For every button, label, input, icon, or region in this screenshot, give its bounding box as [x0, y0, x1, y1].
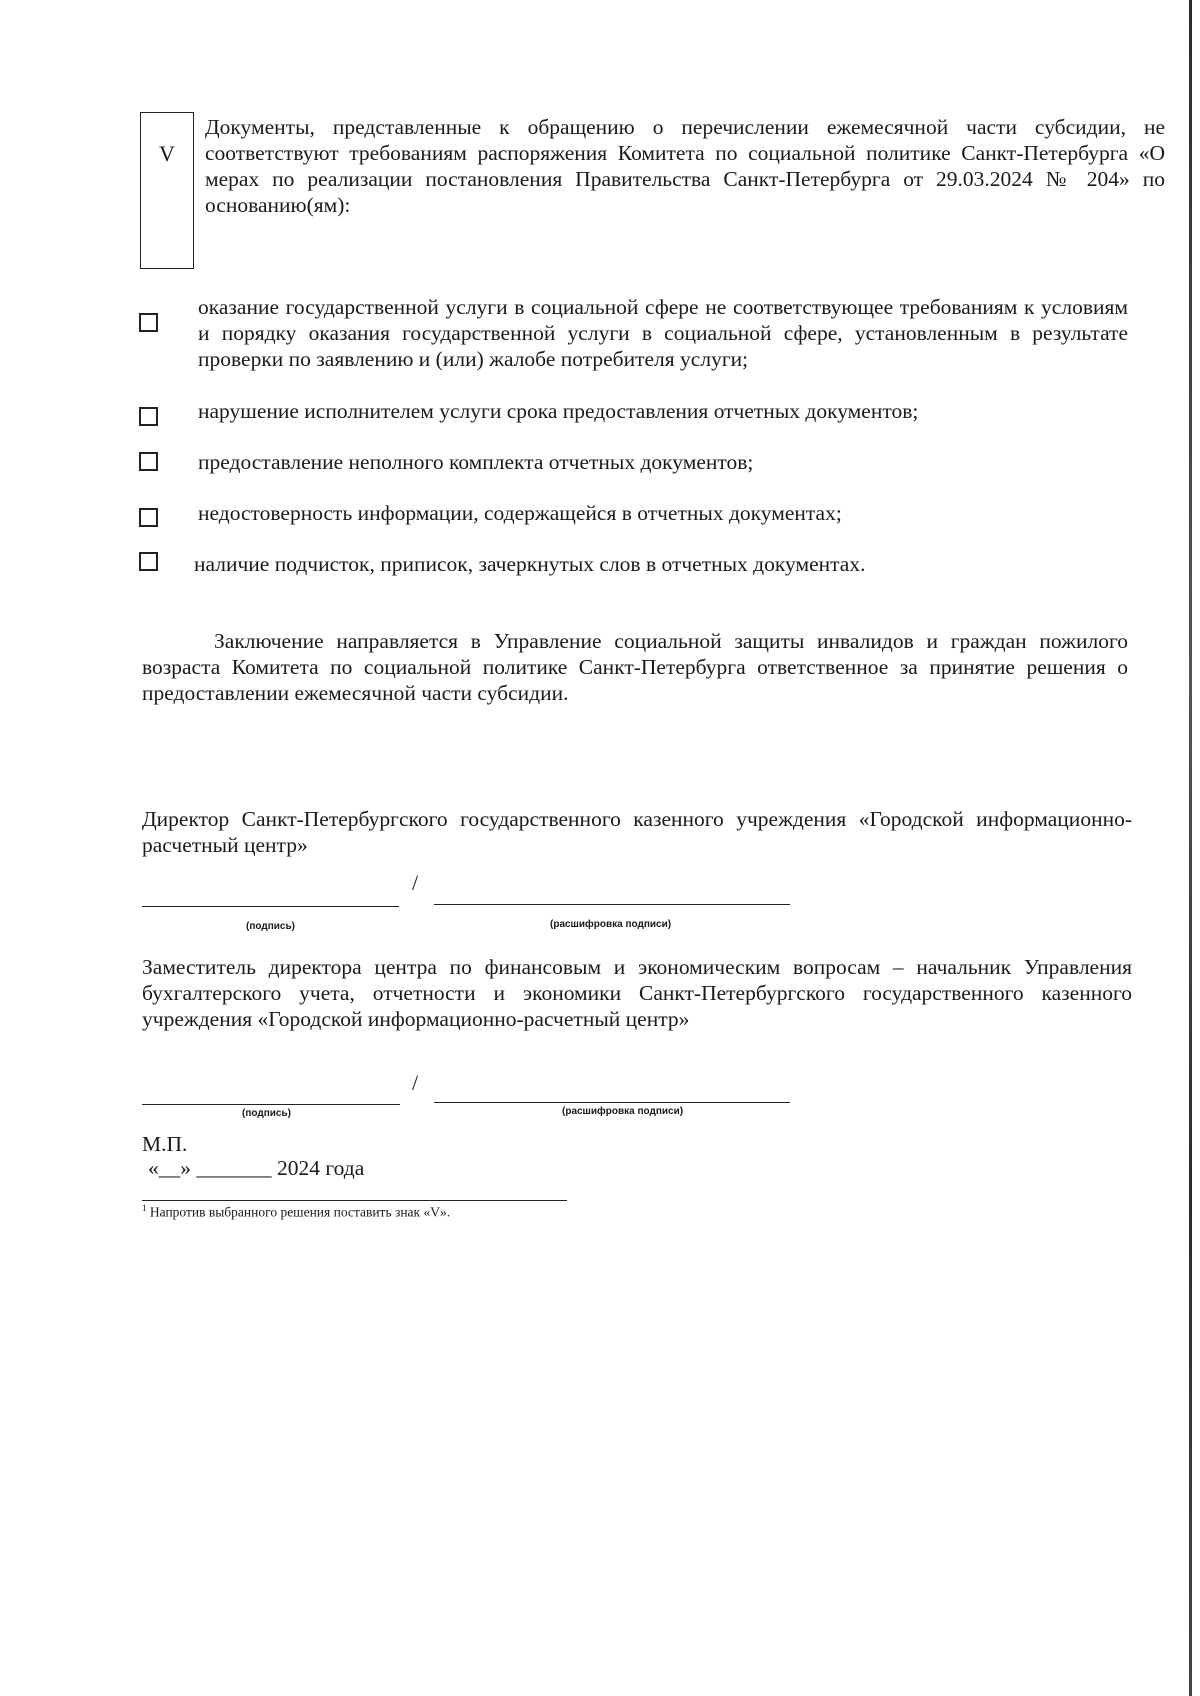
decision-mark: V — [159, 141, 175, 166]
decision-text: Документы, представленные к обращению о перечислении ежемесячной части субсидии, не соответствуют требованиям распоряжения Комитета по социальной политике Санкт-Петербурга «О мерах по реализации постановления Правительства Санкт-Петербурга от 29.03.2024 № 204» по основанию(ям): — [205, 115, 1165, 217]
footnote — [142, 1203, 450, 1221]
scan-edge-line — [1189, 0, 1192, 1696]
signatory1-decode-label: (расшифровка подписи) — [550, 919, 672, 930]
reason-checkbox-3[interactable] — [139, 452, 158, 471]
reason-text-3: предоставление неполного комплекта отчетных документов; — [198, 450, 754, 474]
footnote-marker: 1 — [142, 1203, 147, 1213]
signatory2-decode-line — [434, 1102, 790, 1103]
signatory1-title: Директор Санкт-Петербургского государственного казенного учреждения «Городской информационно-расчетный центр» — [142, 807, 1132, 857]
signatory1-decode-line — [434, 904, 790, 905]
signatory2-slash: / — [412, 1070, 419, 1095]
footnote-text: Напротив выбранного решения поставить знак «V». — [149, 1204, 451, 1220]
signatory2-signature-line — [142, 1104, 400, 1105]
reason-text-1: оказание государственной услуги в социальной сфере не соответствующее требованиям к условиям и порядку оказания государственной услуги в социальной сфере, установленным в результате проверки по заявлению и (или) жалобе потребителя услуги; — [198, 295, 1128, 371]
reason-checkbox-1[interactable] — [139, 313, 158, 332]
signatory2-title: Заместитель директора центра по финансовым и экономическим вопросам – начальник Управления бухгалтерского учета, отчетности и экономики Санкт-Петербургского государственного казенного учреждения «Городской информационно-расчетный центр» — [142, 955, 1132, 1031]
reason-text-5: наличие подчисток, приписок, зачеркнутых слов в отчетных документах. — [194, 552, 866, 576]
reason-checkbox-2[interactable] — [139, 407, 158, 426]
signatory1-signature-label: (подпись) — [246, 921, 295, 932]
conclusion-text: Заключение направляется в Управление социальной защиты инвалидов и граждан пожилого возраста Комитета по социальной политике Санкт-Петербурга ответственное за принятие решения о предоставлении ежемесячной части субсидии. — [142, 629, 1128, 705]
date-line: «__» _______ 2024 года — [148, 1156, 365, 1180]
stamp-placeholder: М.П. — [142, 1132, 188, 1156]
reason-checkbox-4[interactable] — [139, 508, 158, 527]
signatory2-signature-label: (подпись) — [242, 1108, 291, 1119]
reason-checkbox-5[interactable] — [139, 552, 158, 571]
decision-mark-box[interactable] — [140, 112, 194, 269]
footnote-separator — [142, 1200, 567, 1201]
reason-text-4: недостоверность информации, содержащейся в отчетных документах; — [198, 501, 842, 525]
signatory1-signature-line — [142, 906, 399, 907]
reason-text-2: нарушение исполнителем услуги срока предоставления отчетных документов; — [198, 399, 919, 423]
signatory1-slash: / — [412, 870, 419, 895]
signatory2-decode-label: (расшифровка подписи) — [562, 1106, 684, 1117]
